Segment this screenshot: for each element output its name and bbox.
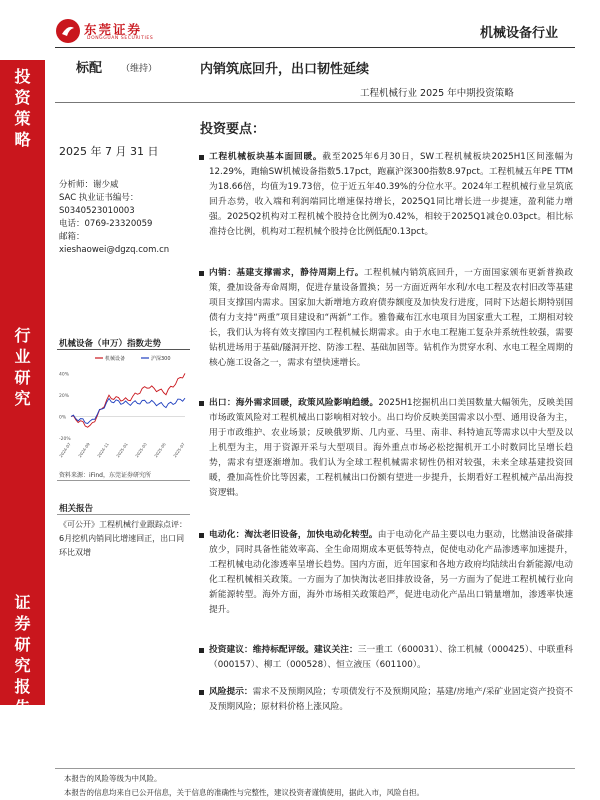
bullet-icon <box>199 401 204 406</box>
analyst-name: 分析师：谢少威 <box>59 180 119 190</box>
report-title: 内销筑底回升，出口韧性延续 <box>200 62 370 77</box>
y-tick-label: -20% <box>59 437 71 442</box>
para-text: 工程机械内销筑底回升，一方面国家颁布更新普换政策，叠加设备寿命周期，促进存量设备置换；另一方面近两年水利/水电工程及农村旧改等基建项目支撑国内需求。国家加大新增地方政府债券额度及加快发行进度，同时下达超长期特别国债有力支持“两重”项目建设和“两新”工作。雅鲁藏布江水电项目为国家重大工程，工期相对较长，我们认为将有效支撑国内工程机械长期需求。由于水电工程施工复杂并系统性较强，需要钻机进场用于基础/隧洞开挖、防渗工程、基础加固等。钻机作为贯穿水利、水电工程全周期的核心施工设备之一，需求有望快速增长。 <box>209 268 574 368</box>
para-lead: 内销：基建支撑需求，静待周期上行。 <box>209 268 364 278</box>
para-text: 截至2025年6月30日，SW工程机械板块2025H1区间涨幅为12.29%，跑输SW机械设备指数5.17pct，跑赢沪深300指数8.97pct。工程机械五年PE TTM为18.66倍，均值为19.73倍，位于近五年40.39%的分位水平。2024年工程机械行业呈筑底回升态势，收入端和利润端同比增速保持增长，2025Q1同比增长进一步提速，盈利能力增强。2025Q2机构对工程机械个股持仓比例为0.42%，相较于2025Q1减仓0.03pct。相比标准持仓比例，机构对工程机械个股持仓比例低配0.13pct。 <box>209 152 573 237</box>
para-text: 需求不及预期风险；专项债发行不及预期风险；基建/房地产/采矿业固定资产投资不及预期风险；原材料价格上涨风险。 <box>209 687 573 712</box>
industry-label: 机械设备行业 <box>480 26 559 41</box>
x-tick-label: 2025-03 <box>134 441 148 459</box>
left-sidebar <box>0 60 45 717</box>
bullet-icon <box>199 690 204 695</box>
logo-seal-icon <box>56 19 80 43</box>
footer-risk-level: 本报告的风险等级为中风险。 <box>64 774 162 783</box>
para-text: 2025H1挖掘机出口美国数量大幅领先，反映美国市场政策风险对工程机械出口影响相对较小。出口均价反映美国需求以小型、通用设备为主，用于市政维护、农业场景；反映俄罗斯、几内亚、马里、南非、科特迪瓦等需求以中大型及以上机型为主，用于资源开采与大型项目。海外重点市场必松挖掘机开工小时数同比呈增长趋势，需求有望逐渐增加。我们认为全球工程机械需求韧性仍相对较强，未来全球基建投资回暖，叠加高性价比等因素，工程机械出口份额有望进一步提升，长期看好工程机械产品出海投资逻辑。 <box>209 398 574 498</box>
paragraph-recommendation <box>199 643 573 673</box>
x-tick-label: 2024-11 <box>96 441 110 459</box>
bullet-icon <box>199 271 204 276</box>
chart-bottom-divider <box>57 480 190 481</box>
analyst-email[interactable]: xieshaowei@dgzq.com.cn <box>59 245 170 255</box>
chart-title: 机械设备（申万）指数走势 <box>59 339 162 349</box>
paragraph-domestic <box>199 266 573 371</box>
legend-label: 沪深300 <box>151 356 171 362</box>
para-lead: 电动化：淘汰老旧设备，加快电动化转型。 <box>209 530 378 540</box>
paragraph-risk <box>199 685 573 715</box>
x-tick-label: 2024-09 <box>77 441 91 459</box>
para-text: 三一重工（600031）、徐工机械（000425）、中联重科（000157）、柳工（000528）、恒立液压（601100）。 <box>209 645 573 670</box>
header-divider <box>55 47 575 48</box>
bullet-icon <box>199 155 204 160</box>
x-tick-label: 2024-07 <box>58 441 72 459</box>
chart-svg <box>57 350 190 462</box>
para-lead: 工程机械板块基本面回暖。 <box>209 152 323 162</box>
bullet-icon <box>199 648 204 653</box>
analyst-phone: 电话：0769-23320059 <box>59 219 153 229</box>
paragraph-electrification <box>199 528 573 618</box>
key-points-heading: 投资要点： <box>200 122 266 137</box>
rating-label: 标配 <box>76 61 103 76</box>
sidebar-label-industry: 行 业 研 究 <box>14 326 31 408</box>
paragraph-export <box>199 396 573 501</box>
y-tick-label: 20% <box>59 393 70 399</box>
index-chart <box>57 350 190 462</box>
paragraph-fundamentals <box>199 150 573 240</box>
series-line-沪深300 <box>71 398 185 423</box>
sidebar-label-report: 证 券 研 究 报 告 <box>14 593 31 717</box>
para-lead: 风险提示： <box>209 687 253 697</box>
para-text: 由于电动化产品主要以电力驱动，比燃油设备碳排放少，同时具备性能效率高、全生命周期成本更低等特点，促使电动化产品渗透率加速提升，工程机械电动化渗透率呈增长趋势。国内方面，近年国家和各地方政府均陆续出台新能源/电动化工程机械相关政策。一方面为了加快淘汰老旧排放设备，另一方面为了促进工程机械行业向新能源转型。海外方面，海外市场相关政策趋严，促进电动化产品出口销量增加，渗透率快速提升。 <box>209 530 574 615</box>
sidebar-label-strategy: 投 资 策 略 <box>14 67 31 149</box>
analyst-info <box>59 179 194 257</box>
x-tick-label: 2025-07 <box>172 441 186 459</box>
para-lead: 投资建议：维持标配评级。建议关注： <box>209 645 358 655</box>
title-divider <box>55 102 575 103</box>
series-line-机械设备 <box>71 373 185 427</box>
sac-number: S0340523010003 <box>59 206 135 216</box>
related-divider <box>57 514 190 515</box>
bullet-icon <box>199 533 204 538</box>
y-tick-label: 0% <box>59 415 67 421</box>
email-label: 邮箱： <box>59 232 85 242</box>
y-tick-label: 40% <box>59 372 70 378</box>
rating-sub: （维持） <box>121 64 158 74</box>
logo-subtext: DONGGUAN SECURITIES <box>87 36 154 41</box>
report-subtitle: 工程机械行业 2025 年中期投资策略 <box>360 88 514 99</box>
legend-label: 机械设备 <box>105 356 126 362</box>
x-tick-label: 2025-05 <box>153 441 167 459</box>
x-tick-label: 2025-01 <box>115 441 129 459</box>
chart-source: 资料来源：iFind，东莞证券研究所 <box>59 472 151 479</box>
report-date: 2025 年 7 月 31 日 <box>59 145 159 158</box>
sac-label: SAC 执业证书编号： <box>59 193 139 203</box>
footer-divider <box>55 768 575 769</box>
related-report-link[interactable]: 《可公开》工程机械行业跟踪点评：6月挖机内销同比增速回正，出口同环比双增 <box>59 520 187 557</box>
logo-text: 东莞证券 <box>84 22 143 37</box>
footer-disclaimer: 本报告的信息均来自已公开信息，关于信息的准确性与完整性，建议投资者谨慎使用，据此入市，风险自担。 <box>64 788 424 797</box>
para-lead: 出口：海外需求回暖，政策风险影响趋缓。 <box>209 398 379 408</box>
related-title: 相关报告 <box>59 504 94 514</box>
